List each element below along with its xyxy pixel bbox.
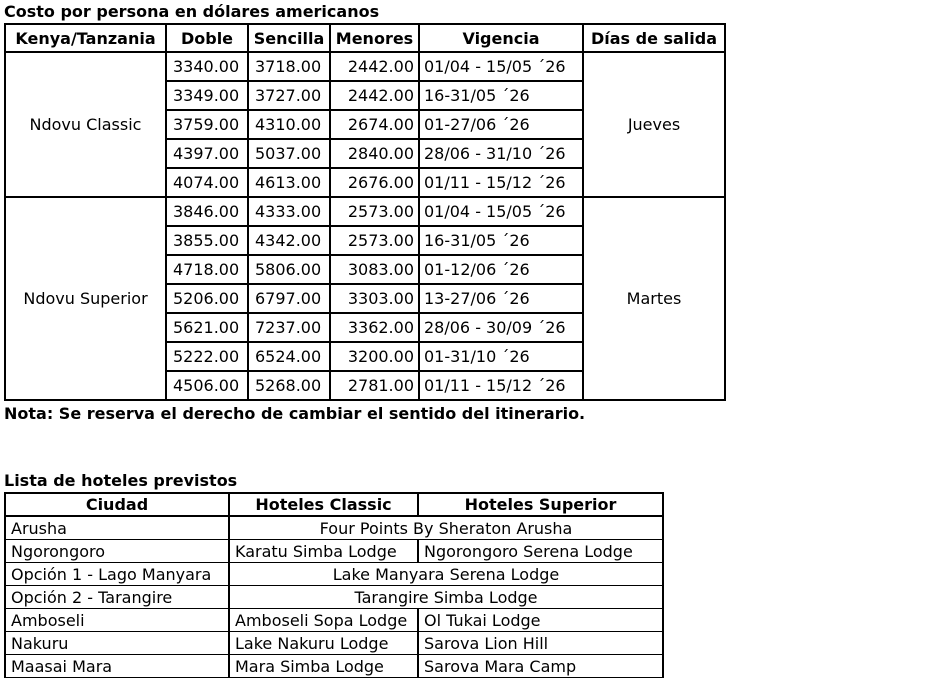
price-doble: 3349.00 — [166, 81, 248, 110]
header-menores: Menores — [330, 24, 419, 52]
city-cell: Maasai Mara — [5, 655, 229, 678]
table-row — [5, 586, 663, 609]
table-row — [5, 609, 663, 632]
price-sencilla: 6797.00 — [248, 284, 330, 313]
price-table — [4, 23, 726, 401]
departure-day-classic: Jueves — [583, 52, 725, 197]
vigencia: 01-27/06 ´26 — [419, 110, 583, 139]
table-row — [5, 197, 725, 226]
price-sencilla: 4310.00 — [248, 110, 330, 139]
table-row — [5, 516, 663, 540]
header-vigencia: Vigencia — [419, 24, 583, 52]
vigencia: 01/11 - 15/12 ´26 — [419, 371, 583, 400]
hotel-table — [4, 492, 664, 678]
price-sencilla: 3727.00 — [248, 81, 330, 110]
table-row — [5, 632, 663, 655]
price-sencilla: 4342.00 — [248, 226, 330, 255]
price-menores: 3362.00 — [330, 313, 419, 342]
price-doble: 5222.00 — [166, 342, 248, 371]
shared-hotel-cell: Four Points By Sheraton Arusha — [229, 516, 663, 540]
header-doble: Doble — [166, 24, 248, 52]
city-cell: Opción 2 - Tarangire — [5, 586, 229, 609]
table-row — [5, 52, 725, 81]
city-cell: Nakuru — [5, 632, 229, 655]
price-menores: 2840.00 — [330, 139, 419, 168]
hotel-table-header-row — [5, 493, 663, 516]
price-menores: 2676.00 — [330, 168, 419, 197]
vigencia: 28/06 - 31/10 ´26 — [419, 139, 583, 168]
price-doble: 3855.00 — [166, 226, 248, 255]
superior-hotel-cell: Sarova Lion Hill — [418, 632, 663, 655]
price-menores: 3083.00 — [330, 255, 419, 284]
price-menores: 2674.00 — [330, 110, 419, 139]
classic-hotel-cell: Karatu Simba Lodge — [229, 540, 418, 563]
price-doble: 4397.00 — [166, 139, 248, 168]
header-hoteles-classic: Hoteles Classic — [229, 493, 418, 516]
city-cell: Amboseli — [5, 609, 229, 632]
classic-hotel-cell: Mara Simba Lodge — [229, 655, 418, 678]
hotel-table-title: Lista de hoteles previstos — [4, 471, 238, 490]
price-sencilla: 4613.00 — [248, 168, 330, 197]
price-doble: 4718.00 — [166, 255, 248, 284]
header-hoteles-superior: Hoteles Superior — [418, 493, 663, 516]
header-kenya-tanzania: Kenya/Tanzania — [5, 24, 166, 52]
price-sencilla: 6524.00 — [248, 342, 330, 371]
price-table-header-row — [5, 24, 725, 52]
price-sencilla: 4333.00 — [248, 197, 330, 226]
city-cell: Ngorongoro — [5, 540, 229, 563]
price-menores: 3303.00 — [330, 284, 419, 313]
price-doble: 4074.00 — [166, 168, 248, 197]
vigencia: 16-31/05 ´26 — [419, 226, 583, 255]
price-doble: 3759.00 — [166, 110, 248, 139]
price-sencilla: 5268.00 — [248, 371, 330, 400]
program-name-classic: Ndovu Classic — [5, 52, 166, 197]
vigencia: 01/04 - 15/05 ´26 — [419, 197, 583, 226]
vigencia: 01/11 - 15/12 ´26 — [419, 168, 583, 197]
price-doble: 5206.00 — [166, 284, 248, 313]
price-menores: 2442.00 — [330, 81, 419, 110]
table-row — [5, 563, 663, 586]
classic-hotel-cell: Amboseli Sopa Lodge — [229, 609, 418, 632]
city-cell: Opción 1 - Lago Manyara — [5, 563, 229, 586]
price-sencilla: 5806.00 — [248, 255, 330, 284]
shared-hotel-cell: Tarangire Simba Lodge — [229, 586, 663, 609]
header-sencilla: Sencilla — [248, 24, 330, 52]
price-menores: 2573.00 — [330, 226, 419, 255]
price-menores: 3200.00 — [330, 342, 419, 371]
shared-hotel-cell: Lake Manyara Serena Lodge — [229, 563, 663, 586]
vigencia: 13-27/06 ´26 — [419, 284, 583, 313]
price-table-title: Costo por persona en dólares americanos — [4, 2, 380, 21]
header-ciudad: Ciudad — [5, 493, 229, 516]
classic-hotel-cell: Lake Nakuru Lodge — [229, 632, 418, 655]
price-menores: 2573.00 — [330, 197, 419, 226]
price-doble: 4506.00 — [166, 371, 248, 400]
superior-hotel-cell: Ol Tukai Lodge — [418, 609, 663, 632]
vigencia: 28/06 - 30/09 ´26 — [419, 313, 583, 342]
program-name-superior: Ndovu Superior — [5, 197, 166, 400]
vigencia: 01/04 - 15/05 ´26 — [419, 52, 583, 81]
price-sencilla: 5037.00 — [248, 139, 330, 168]
price-sencilla: 3718.00 — [248, 52, 330, 81]
price-doble: 3846.00 — [166, 197, 248, 226]
price-menores: 2442.00 — [330, 52, 419, 81]
vigencia: 16-31/05 ´26 — [419, 81, 583, 110]
price-menores: 2781.00 — [330, 371, 419, 400]
city-cell: Arusha — [5, 516, 229, 540]
superior-hotel-cell: Ngorongoro Serena Lodge — [418, 540, 663, 563]
table-row — [5, 655, 663, 678]
price-doble: 5621.00 — [166, 313, 248, 342]
vigencia: 01-31/10 ´26 — [419, 342, 583, 371]
departure-day-superior: Martes — [583, 197, 725, 400]
price-sencilla: 7237.00 — [248, 313, 330, 342]
header-dias-de-salida: Días de salida — [583, 24, 725, 52]
superior-hotel-cell: Sarova Mara Camp — [418, 655, 663, 678]
price-doble: 3340.00 — [166, 52, 248, 81]
vigencia: 01-12/06 ´26 — [419, 255, 583, 284]
itinerary-note: Nota: Se reserva el derecho de cambiar el sentido del itinerario. — [4, 404, 586, 423]
table-row — [5, 540, 663, 563]
